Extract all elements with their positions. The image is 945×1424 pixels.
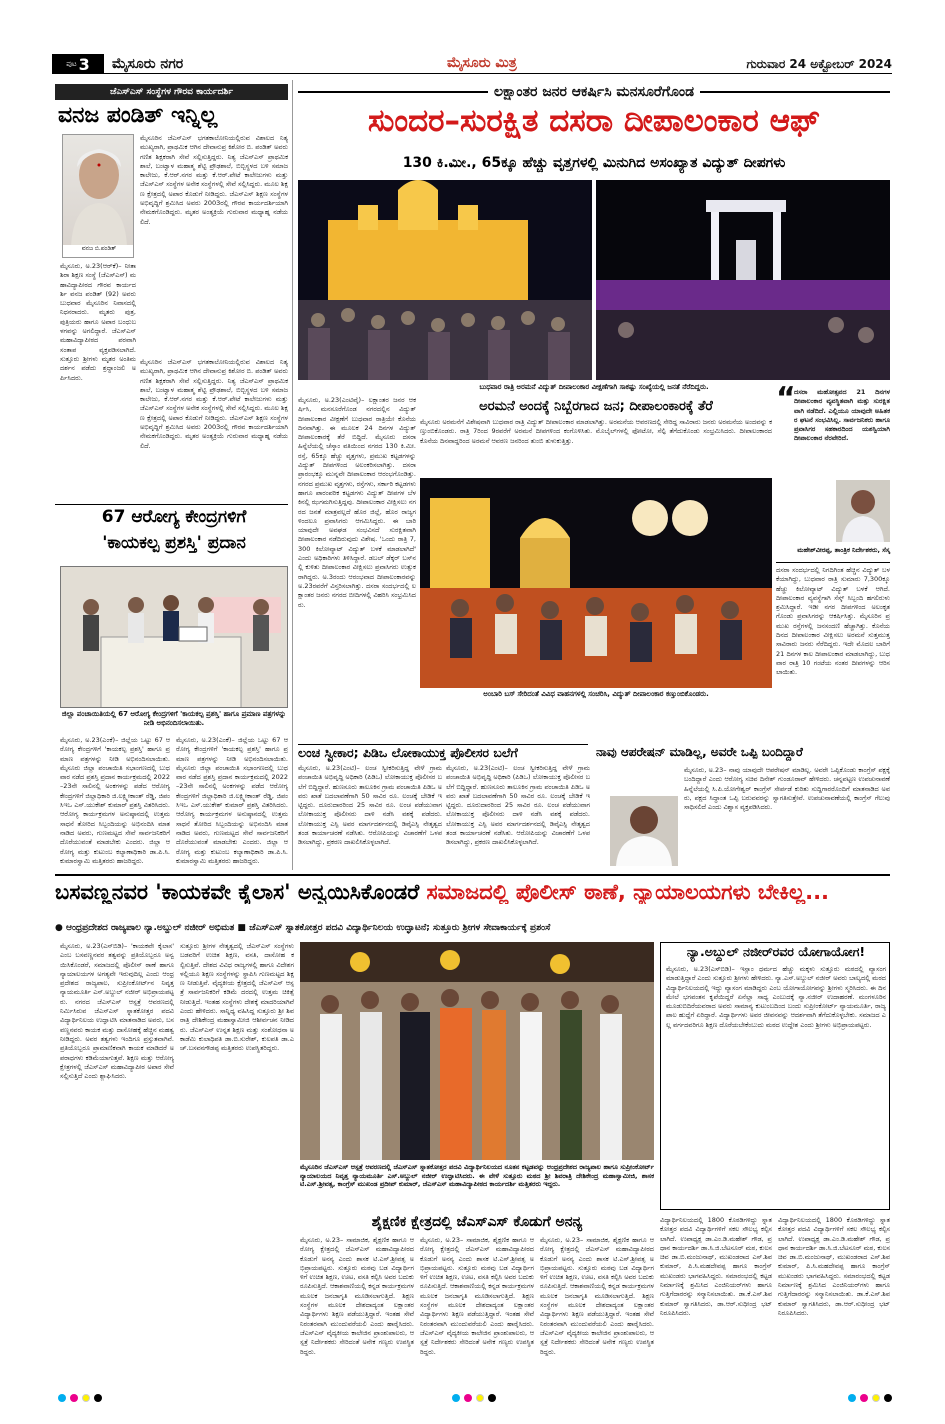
registration-dot	[58, 1394, 66, 1402]
registration-dot	[82, 1394, 90, 1402]
health-body-col1: ಮೈಸೂರು, ಅ.23(ಎಂಕೆ)– ಜಿಲ್ಲೆಯ ಒಟ್ಟು 67 ಆರೋಗ್ಯ ಕೇಂದ್ರಗಳಿಗೆ 'ಕಾಯಕಲ್ಪ ಪ್ರಶಸ್ತಿ' ಹಾಗೂ ಪ್ರಮಾಣ ಪತ್ರಗಳನ್ನು ನೀಡಿ ಅಭಿನಂದಿಸಲಾಯಿತು. ಮೈಸೂರು ಜಿಲ್ಲಾ ಪಂಚಾಯಿತಿ ಸಭಾಂಗಣದಲ್ಲಿ ಬುಧವಾರ ನಡೆದ ಪ್ರಶಸ್ತಿ ಪ್ರದಾನ ಕಾರ್ಯಕ್ರಮದಲ್ಲಿ 2022–23ನೇ ಸಾಲಿನಲ್ಲಿ ಅಂಕಗಳನ್ನು ಪಡೆದ ಆರೋಗ್ಯ ಕೇಂದ್ರಗಳಿಗೆ ಜಿಲ್ಲಾಧಿಕಾರಿ ಜಿ.ಲಕ್ಷ್ಮೀಕಾಂತ್ ರೆಡ್ಡಿ, ಜಿಪಂ ಸಿಇಒ ಎಸ್.ಯುಕೇಶ್ ಕುಮಾರ್ ಪ್ರಶಸ್ತಿ ವಿತರಿಸಿದರು. ಆರೋಗ್ಯ ಕಾರ್ಯಕ್ರಮಗಳ ಅನುಷ್ಠಾನದಲ್ಲಿ ಉತ್ತಮ ಸಾಧನೆ ತೋರಿದ ಸಿಬ್ಬಂದಿಯನ್ನು ಅಭಿನಂದಿಸಿ ಮಾತನಾಡಿದ ಅವರು, ಗುಣಮಟ್ಟದ ಸೇವೆ ಸಾರ್ವಜನಿಕರಿಗೆ ದೊರೆಯುವಂತೆ ಮಾಡಬೇಕು ಎಂದರು. ಜಿಲ್ಲಾ ಆರೋಗ್ಯ ಮತ್ತು ಕುಟುಂಬ ಕಲ್ಯಾಣಾಧಿಕಾರಿ ಡಾ.ಪಿ.ಸಿ.ಕುಮಾರಸ್ವಾಮಿ ಮತ್ತಿತರರು ಹಾಜರಿದ್ದರು.	[60, 736, 170, 865]
basava-sub-left: ಆಂಧ್ರಪ್ರದೇಶದ ರಾಜ್ಯಪಾಲ ನ್ಯಾ.ಅಬ್ದುಲ್ ನಜೀರ್ ಅಭಿಮತ	[66, 923, 235, 933]
obituary-kicker: ಜೆಎಸ್‌ಎಸ್ ಸಂಸ್ಥೆಗಳ ಗೌರವ ಕಾರ್ಯದರ್ಶಿ	[109, 87, 234, 97]
registration-dot	[884, 1394, 892, 1402]
jss-body-right-col2: ವಿದ್ಯಾರ್ಥಿನಿಲಯದಲ್ಲಿ 1800 ಕೊಠಡಿಗಳಿದ್ದು ಸ್ನಾತಕೋತ್ತರ ಪದವಿ ವಿದ್ಯಾರ್ಥಿಗಳಿಗೆ ಸಕಲ ಸೌಲಭ್ಯ ಕಲ್ಪಿಸಲಾಗಿದೆ. ಉಪಾಧ್ಯಕ್ಷ ಡಾ.ಎಂ.ಡಿ.ಮಹೇಶ್ ಗೌಡ, ಪ್ರಧಾನ ಕಾರ್ಯದರ್ಶಿ ಡಾ.ಸಿ.ಜಿ.ಬೆಟಸೂರ್ ಮಠ, ಕುಲಸಚಿವ ಡಾ.ಬಿ.ಮಂಜುನಾಥ್, ಮುಖಂಡರಾದ ಎಸ್.ಶಿವಕುಮಾರ್, ಪಿ.ಸಿ.ಮಹದೇವಪ್ಪ ಹಾಗೂ ಕಾಂಗ್ರೆಸ್ ಮುಖಂಡರು ಭಾಗವಹಿಸಿದ್ದರು. ಸಮಾರಂಭದಲ್ಲಿ ಕಟ್ಟಡ ನಿರ್ಮಾಣಕ್ಕೆ ಶ್ರಮಿಸಿದ ಎಂಜಿನಿಯರ್‌ಗಳು ಹಾಗೂ ಗುತ್ತಿಗೆದಾರರನ್ನು ಸನ್ಮಾನಿಸಲಾಯಿತು. ಡಾ.ಕೆ.ಎಸ್.ಶಿವಕುಮಾರ್ ಸ್ವಾಗತಿಸಿದರು, ಡಾ.ಆರ್.ಸುಧೀಂದ್ರ ಭಟ್ ನಿರೂಪಿಸಿದರು.	[778, 1216, 890, 1317]
obituary-body-left: ಮೈಸೂರು, ಅ.23(ಆರ್‌ಕೆ)– ನೀತಾ ಶಿರಾ ಶಿಕ್ಷಣ ಸಂಸ್ಥೆ (ಜೆಎಸ್‌ಎಸ್) ಮಹಾವಿದ್ಯಾಪೀಠದ ಗೌರವ ಕಾರ್ಯದರ್ಶಿ ವನಜ ಪಂಡಿತ್ (92) ಅವರು ಬುಧವಾರ ಮೈಸೂರಿನ ನಿವಾಸದಲ್ಲಿ ನಿಧನರಾದರು. ಮೃತರು ಪುತ್ರ, ಪುತ್ರಿಯರು ಹಾಗೂ ಅಪಾರ ಬಂಧುಬಳಗವನ್ನು ಅಗಲಿದ್ದಾರೆ. ಜೆಎಸ್‌ಎಸ್ ಮಹಾವಿದ್ಯಾಪೀಠದ ಪರವಾಗಿ ಸಂತಾಪ ವ್ಯಕ್ತಪಡಿಸಲಾಗಿದೆ. ಸುತ್ತೂರು ಶ್ರೀಗಳು ಮೃತರ ಅಂತಿಮ ದರ್ಶನ ಪಡೆದು ಶ್ರದ್ಧಾಂಜಲಿ ಅರ್ಪಿಸಿದರು.	[60, 262, 136, 382]
registration-dot	[452, 1394, 460, 1402]
dasara-body-col1: ಮೈಸೂರು, ಅ.23(ಎಂಟಿವೈ)– ಲಕ್ಷಾಂತರ ಜನರ ಆಕರ್ಷಿಸಿ, ಮನಸೂರೆಗೊಂಡ ನಗರದಲ್ಲಿನ ವಿದ್ಯುತ್ ದೀಪಾಲಂಕಾರ ವೀಕ್ಷಣೆಗೆ ಬುಧವಾರ ರಾತ್ರಿಯೇ ಕೊನೆಯ ದಿನವಾಗಿತ್ತು. ಈ ಮೂಲಕ 24 ದಿನಗಳ ವಿದ್ಯುತ್ ದೀಪಾಲಂಕಾರಕ್ಕೆ ತೆರೆ ಬಿದ್ದಿದೆ. ಮೈಸೂರು ದಸರಾ ಹಿನ್ನೆಲೆಯಲ್ಲಿ ಚೆಸ್ಕಾಂ ವತಿಯಿಂದ ನಗರದ 130 ಕಿ.ಮೀ. ರಸ್ತೆ, 65ಕ್ಕೂ ಹೆಚ್ಚು ವೃತ್ತಗಳು, ಪ್ರಮುಖ ಕಟ್ಟಡಗಳನ್ನು ವಿದ್ಯುತ್ ದೀಪಗಳಿಂದ ಅಲಂಕರಿಸಲಾಗಿತ್ತು. ದಸರಾ ಪ್ರಾರಂಭಕ್ಕೂ ಮುನ್ನವೇ ದೀಪಾಲಂಕಾರ ಆರಂಭಗೊಂಡಿತ್ತು. ನಗರದ ಪ್ರಮುಖ ವೃತ್ತಗಳು, ರಸ್ತೆಗಳು, ಸರ್ಕಾರಿ ಕಟ್ಟಡಗಳು ಹಾಗೂ ಪಾರಂಪರಿಕ ಕಟ್ಟಡಗಳು ವಿದ್ಯುತ್ ದೀಪಗಳ ಬೆಳಕಿನಲ್ಲಿ ಝಗಮಗಿಸುತ್ತಿದ್ದವು. ದೀಪಾಲಂಕಾರ ವೀಕ್ಷಿಸಲು ನಗರದ ಜನತೆ ಮಾತ್ರವಲ್ಲದೆ ಹೊರ ಜಿಲ್ಲೆ, ಹೊರ ರಾಜ್ಯಗಳಿಂದಲೂ ಪ್ರವಾಸಿಗರು ಆಗಮಿಸಿದ್ದರು. ಈ ಬಾರಿ ಯಾವುದೇ ಅವಘಡ ಸಂಭವಿಸದೆ ಸುರಕ್ಷಿತವಾಗಿ ದೀಪಾಲಂಕಾರ ನಡೆದಿರುವುದು ವಿಶೇಷ. 'ಒಂದು ರಾತ್ರಿ 7,300 ಕಿಲೋವ್ಯಾಟ್ ವಿದ್ಯುತ್ ಬಳಕೆ ಮಾಡಲಾಗಿದೆ' ಎಂದು ಅಧಿಕಾರಿಗಳು ತಿಳಿಸಿದ್ದಾರೆ. ಡಬಲ್ ಡೆಕ್ಕರ್ ಬಸ್‌ನಲ್ಲಿ ಕುಳಿತು ದೀಪಾಲಂಕಾರ ವೀಕ್ಷಿಸಲು ಪ್ರವಾಸಿಗರು ಉತ್ಸುಕರಾಗಿದ್ದರು. ಅ.3ರಂದು ಆರಂಭವಾದ ದೀಪಾಲಂಕಾರವನ್ನು ಅ.23ರವರೆಗೆ ವಿಸ್ತರಿಸಲಾಗಿತ್ತು. ದಸರಾ ಸಂದರ್ಭದಲ್ಲಿ ಲಕ್ಷಾಂತರ ಜನರು ನಗರದ ಬೀದಿಗಳಲ್ಲಿ ವಿಹರಿಸಿ ಸಂಭ್ರಮಿಸಿದರು.	[298, 396, 416, 609]
health-body-col2: ಮೈಸೂರು, ಅ.23(ಎಂಕೆ)– ಜಿಲ್ಲೆಯ ಒಟ್ಟು 67 ಆರೋಗ್ಯ ಕೇಂದ್ರಗಳಿಗೆ 'ಕಾಯಕಲ್ಪ ಪ್ರಶಸ್ತಿ' ಹಾಗೂ ಪ್ರಮಾಣ ಪತ್ರಗಳನ್ನು ನೀಡಿ ಅಭಿನಂದಿಸಲಾಯಿತು. ಮೈಸೂರು ಜಿಲ್ಲಾ ಪಂಚಾಯಿತಿ ಸಭಾಂಗಣದಲ್ಲಿ ಬುಧವಾರ ನಡೆದ ಪ್ರಶಸ್ತಿ ಪ್ರದಾನ ಕಾರ್ಯಕ್ರಮದಲ್ಲಿ 2022–23ನೇ ಸಾಲಿನಲ್ಲಿ ಅಂಕಗಳನ್ನು ಪಡೆದ ಆರೋಗ್ಯ ಕೇಂದ್ರಗಳಿಗೆ ಜಿಲ್ಲಾಧಿಕಾರಿ ಜಿ.ಲಕ್ಷ್ಮೀಕಾಂತ್ ರೆಡ್ಡಿ, ಜಿಪಂ ಸಿಇಒ ಎಸ್.ಯುಕೇಶ್ ಕುಮಾರ್ ಪ್ರಶಸ್ತಿ ವಿತರಿಸಿದರು. ಆರೋಗ್ಯ ಕಾರ್ಯಕ್ರಮಗಳ ಅನುಷ್ಠಾನದಲ್ಲಿ ಉತ್ತಮ ಸಾಧನೆ ತೋರಿದ ಸಿಬ್ಬಂದಿಯನ್ನು ಅಭಿನಂದಿಸಿ ಮಾತನಾಡಿದ ಅವರು, ಗುಣಮಟ್ಟದ ಸೇವೆ ಸಾರ್ವಜನಿಕರಿಗೆ ದೊರೆಯುವಂತೆ ಮಾಡಬೇಕು ಎಂದರು. ಜಿಲ್ಲಾ ಆರೋಗ್ಯ ಮತ್ತು ಕುಟುಂಬ ಕಲ್ಯಾಣಾಧಿಕಾರಿ ಡಾ.ಪಿ.ಸಿ.ಕುಮಾರಸ್ವಾಮಿ ಮತ್ತಿತರರು ಹಾಜರಿದ್ದರು.	[176, 736, 288, 865]
bus-caption: ಅಂಬಾರಿ ಬಸ್ ಸೇರಿದಂತೆ ವಿವಿಧ ವಾಹನಗಳಲ್ಲಿ ಸಂಚರಿಸಿ, ವಿದ್ಯುತ್ ದೀಪಾಲಂಕಾರ ಕಣ್ತುಂಬಿಕೊಂಡರು.	[483, 690, 709, 698]
dasara-kicker-text: ಲಕ್ಷಾಂತರ ಜನರ ಆಕರ್ಷಿಸಿ ಮನಸೂರೆಗೊಂಡ	[493, 84, 695, 100]
masthead: ಮೈಸೂರು ಮಿತ್ರ	[447, 55, 517, 71]
yoga-box	[660, 942, 890, 1210]
registration-dot	[860, 1394, 868, 1402]
sub-bullet-icon: ●	[55, 923, 63, 933]
dasara-kicker	[298, 82, 890, 102]
lit-pavilion-image	[596, 180, 890, 380]
yoga-headline: ನ್ಯಾ.ಅಬ್ದುಲ್ ನಜೀರ್‌ರವರ ಯೋಗಾಯೋಗ!	[686, 944, 866, 959]
health-headline-2: 'ಕಾಯಕಲ್ಪ ಪ್ರಶಸ್ತಿ' ಪ್ರದಾನ	[102, 533, 246, 553]
quote-text: ದಸರಾ ಮಹೋತ್ಸವದ 21 ದಿನಗಳ ದೀಪಾಲಂಕಾರ ವ್ಯವಸ್ಥಿತವಾಗಿ ಮತ್ತು ಸುರಕ್ಷಿತವಾಗಿ ನಡೆದಿದೆ. ಎಲ್ಲಿಯೂ ಯಾವುದೇ ಅಹಿತಕರ ಘಟನೆ ಸಂಭವಿಸಿಲ್ಲ. ಸಾರ್ವಜನಿಕರು ಹಾಗೂ ಪ್ರವಾಸಿಗರ ಸಹಕಾರದಿಂದ ಯಶಸ್ವಿಯಾಗಿ ದೀಪಾಲಂಕಾರ ನೆರವೇರಿದೆ.	[794, 388, 890, 443]
page-number-box	[52, 54, 104, 74]
registration-dot	[488, 1394, 496, 1402]
open-bus-tourists-image	[420, 478, 772, 688]
operation-body: ಮೈಸೂರು, ಅ.23– ನಾವು ಯಾವುದೇ ಆಪರೇಷನ್ ಮಾಡಿಲ್ಲ. ಅವರೇ ಒಪ್ಪಿಕೊಂಡು ಕಾಂಗ್ರೆಸ್ ಪಕ್ಷಕ್ಕೆ ಬಂದಿದ್ದಾರೆ ಎಂದು ಆರೋಗ್ಯ ಸಚಿವ ದಿನೇಶ್ ಗುಂಡೂರಾವ್ ಹೇಳಿದರು. ಚನ್ನಪಟ್ಟಣ ಉಪಚುನಾವಣೆ ಹಿನ್ನೆಲೆಯಲ್ಲಿ ಸಿ.ಪಿ.ಯೋಗೇಶ್ವರ್ ಕಾಂಗ್ರೆಸ್ ಸೇರ್ಪಡೆ ಕುರಿತು ಸುದ್ದಿಗಾರರೊಂದಿಗೆ ಮಾತನಾಡಿದ ಅವರು, ಪಕ್ಷದ ಸಿದ್ಧಾಂತ ಒಪ್ಪಿ ಬರುವವರನ್ನು ಸ್ವಾಗತಿಸುತ್ತೇವೆ. ಉಪಚುನಾವಣೆಯಲ್ಲಿ ಕಾಂಗ್ರೆಸ್ ಗೆಲುವು ಸಾಧಿಸಲಿದೆ ಎಂದು ವಿಶ್ವಾಸ ವ್ಯಕ್ತಪಡಿಸಿದರು.	[684, 766, 890, 812]
palace-headline: ಅರಮನೆ ಅಂದಕ್ಕೆ ನಿಬ್ಬೆರಗಾದ ಜನ; ದೀಪಾಲಂಕಾರಕ್ಕೆ ತೆರೆ	[479, 399, 713, 414]
page-number: 3	[78, 54, 90, 74]
divider	[55, 504, 288, 505]
obituary-photo	[62, 134, 134, 258]
quote-person: ಮಹೇಶ್‌ವೀರಪ್ಪ, ತಾಂತ್ರಿಕ ನಿರ್ದೇಶಕರು, ಸೆಸ್ಕ	[797, 546, 890, 554]
divider-thick	[55, 874, 890, 876]
jss-body-col3: ಮೈಸೂರು, ಅ.23– ಸಾಮಾಜಿಕ, ಶೈಕ್ಷಣಿಕ ಹಾಗೂ ಆರೋಗ್ಯ ಕ್ಷೇತ್ರದಲ್ಲಿ ಜೆಎಸ್‌ಎಸ್ ಮಹಾವಿದ್ಯಾಪೀಠದ ಕೊಡುಗೆ ಅನನ್ಯ ಎಂದು ಶಾಸಕ ಟಿ.ಎಸ್.ಶ್ರೀವತ್ಸ ಅಭಿಪ್ರಾಯಪಟ್ಟರು. ಸುತ್ತೂರು ಮಠವು ಬಡ ವಿದ್ಯಾರ್ಥಿಗಳಿಗೆ ಉಚಿತ ಶಿಕ್ಷಣ, ಊಟ, ವಸತಿ ಕಲ್ಪಿಸಿ ಅವರ ಬದುಕು ರೂಪಿಸುತ್ತಿದೆ. ಆಕಾಶವಾಣಿಯಲ್ಲಿ ಕನ್ನಡ ಕಾರ್ಯಕ್ರಮಗಳ ಮೂಲಕ ಜನಜಾಗೃತಿ ಮೂಡಿಸಲಾಗುತ್ತಿದೆ. ಶಿಕ್ಷಣ ಸಂಸ್ಥೆಗಳ ಮೂಲಕ ದೇಶದಾದ್ಯಂತ ಲಕ್ಷಾಂತರ ವಿದ್ಯಾರ್ಥಿಗಳು ಶಿಕ್ಷಣ ಪಡೆಯುತ್ತಿದ್ದಾರೆ. ಇಂತಹ ಸೇವೆ ನಿರಂತರವಾಗಿ ಮುಂದುವರೆಯಲಿ ಎಂದು ಹಾರೈಸಿದರು. ಜೆಎಸ್‌ಎಸ್ ವೈದ್ಯಕೀಯ ಕಾಲೇಜಿನ ಪ್ರಾಂಶುಪಾಲರು, ಆಸ್ಪತ್ರೆ ನಿರ್ದೇಶಕರು ಸೇರಿದಂತೆ ಅನೇಕ ಗಣ್ಯರು ಉಪಸ್ಥಿತರಿದ್ದರು.	[540, 1236, 654, 1356]
minister-portrait-image	[610, 796, 678, 866]
page-label: ಪುಟ	[66, 59, 77, 68]
palace-pavilion-photo	[596, 180, 890, 380]
registration-marks-left	[58, 1394, 102, 1402]
jss-headline: ಶೈಕ್ಷಣಿಕ ಕ್ಷೇತ್ರದಲ್ಲಿ ಜೆಎಸ್‌ಎಸ್ ಕೊಡುಗೆ ಅನನ್ಯ	[371, 1214, 583, 1230]
illuminated-palace-image	[298, 180, 592, 380]
operation-headline: ನಾವು ಆಪರೇಷನ್ ಮಾಡಿಲ್ಲ, ಅವರೇ ಒಪ್ಪಿ ಬಂದಿದ್ದಾರೆ	[596, 745, 803, 759]
quote-mark: “	[776, 381, 796, 416]
registration-dot	[872, 1394, 880, 1402]
palace-body: ಮೈಸೂರು ಅರಮನೆಗೆ ವಿಶೇಷವಾಗಿ ಬುಧವಾರ ರಾತ್ರಿ ವಿದ್ಯುತ್ ದೀಪಾಲಂಕಾರ ಮಾಡಲಾಗಿತ್ತು. ಅರಮನೆಯ ಆವರಣದಲ್ಲಿ ಸೇರಿದ್ದ ಸಾವಿರಾರು ಜನರು ಅರಮನೆಯ ಅಂದವನ್ನು ಕಣ್ತುಂಬಿಕೊಂಡರು. ರಾತ್ರಿ 7ರಿಂದ 9ರವರೆಗೆ ಅರಮನೆ ದೀಪಗಳಿಂದ ಕಂಗೊಳಿಸಿತು. ಮೊಬೈಲ್‌ಗಳಲ್ಲಿ ಫೋಟೋ, ಸೆಲ್ಫಿ ತೆಗೆದುಕೊಂಡು ಸಂಭ್ರಮಿಸಿದರು. ದೀಪಾಲಂಕಾರದ ಕೊನೆಯ ದಿನವಾದ್ದರಿಂದ ಅರಮನೆ ಆವರಣ ಜನರಿಂದ ತುಂಬಿ ತುಳುಕುತ್ತಿತ್ತು.	[420, 418, 772, 445]
dasara-subhead: 130 ಕಿ.ಮೀ., 65ಕ್ಕೂ ಹೆಚ್ಚು ವೃತ್ತಗಳಲ್ಲಿ ಮಿನುಗಿದ ಅಸಂಖ್ಯಾತ ವಿದ್ಯುತ್ ದೀಪಗಳು	[402, 155, 786, 171]
basava-headline	[55, 880, 890, 904]
obituary-body-cont: ಮೈಸೂರಿನ ಜೆಎಸ್‌ಎಸ್ ಭಗತಕಾಲೋನಿಯಲ್ಲಿರುವ ವಿಶಾಲದ ನಿತ್ಯ ಮುಖ್ಯರಾಗಿ, ಪ್ರಾಥಮಿಕ ಆಗಿನ ದೇವಾನುಪ್ರ ಕಿಶೋರ ಬಿ. ಪಂಡಿತ್ ಅವರು ಗಣಿತ ಶಿಕ್ಷಕರಾಗಿ ಸೇವೆ ಸಲ್ಲಿಸುತ್ತಿದ್ದರು. ನಿತ್ಯ ಜೆಎಸ್‌ಎಸ್ ಪ್ರಾಥಮಿಕ ಶಾಲೆ, ಬಂಟ್ವಾಳ ಮಹಾತ್ಮ ಶೆಟ್ಟಿ ಪ್ರೌಢಶಾಲೆ, ಬಿಬ್ಬಿಸ್ಥಳದ ಬಳಿ ಸಮಾಜ ಕಾಲೇಜು, ಕೆ.ಆರ್.ನಗರ ಮತ್ತು ಕೆ.ಆರ್.ಪೇಟೆ ಕಾಲೇಜುಗಳು ಮತ್ತು ಜೆಎಸ್‌ಎಸ್ ಸಂಸ್ಥೆಗಳ ಅನೇಕ ಸಂಸ್ಥೆಗಳಲ್ಲಿ ಸೇವೆ ಸಲ್ಲಿಸಿದ್ದರು. ಮೂಲ ಶಿಕ್ಷಣ ಕ್ಷೇತ್ರದಲ್ಲಿ ಅಪಾರ ಕೊಡುಗೆ ನೀಡಿದ್ದರು. ಜೆಎಸ್‌ಎಸ್ ಶಿಕ್ಷಣ ಸಂಸ್ಥೆಗಳ ಅಭಿವೃದ್ಧಿಗೆ ಶ್ರಮಿಸಿದ ಅವರು 2003ರಲ್ಲಿ ಗೌರವ ಕಾರ್ಯದರ್ಶಿಯಾಗಿ ನೇಮಕಗೊಂಡಿದ್ದರು. ಮೃತರ ಅಂತ್ಯಕ್ರಿಯೆ ಗುರುವಾರ ಮಧ್ಯಾಹ್ನ ನಡೆಯಲಿದೆ.	[140, 358, 288, 450]
basava-subheads	[55, 923, 890, 937]
award-ceremony-image	[61, 567, 288, 708]
bribe-body-col1: ಮೈಸೂರು, ಅ.23(ಎಂಟಿ)– ಲಂಚ ಸ್ವೀಕರಿಸುತ್ತಿದ್ದ ವೇಳೆ ಗ್ರಾಮ ಪಂಚಾಯಿತಿ ಅಭಿವೃದ್ಧಿ ಅಧಿಕಾರಿ (ಪಿಡಿಒ) ಲೋಕಾಯುಕ್ತ ಪೊಲೀಸರ ಬಲೆಗೆ ಬಿದ್ದಿದ್ದಾರೆ. ಹುಣಸೂರು ತಾಲೂಕಿನ ಗ್ರಾಮ ಪಂಚಾಯಿತಿ ಪಿಡಿಒ ಅವರು ಖಾತೆ ಬದಲಾವಣೆಗಾಗಿ 50 ಸಾವಿರ ರೂ. ಲಂಚಕ್ಕೆ ಬೇಡಿಕೆ ಇಟ್ಟಿದ್ದರು. ದೂರುದಾರರಿಂದ 25 ಸಾವಿರ ರೂ. ಲಂಚ ಪಡೆಯುವಾಗ ಲೋಕಾಯುಕ್ತ ಪೊಲೀಸರು ದಾಳಿ ನಡೆಸಿ ವಶಕ್ಕೆ ಪಡೆದರು. ಲೋಕಾಯುಕ್ತ ಎಸ್ಪಿ ಅವರ ಮಾರ್ಗದರ್ಶನದಲ್ಲಿ ಡಿವೈಎಸ್ಪಿ ನೇತೃತ್ವದ ತಂಡ ಕಾರ್ಯಾಚರಣೆ ನಡೆಸಿತು. ಆರೋಪಿಯನ್ನು ವಿಚಾರಣೆಗೆ ಒಳಪಡಿಸಲಾಗಿದ್ದು, ಪ್ರಕರಣ ದಾಖಲಿಸಿಕೊಳ್ಳಲಾಗಿದೆ.	[298, 764, 442, 847]
dignitaries-group-image	[300, 942, 654, 1160]
obituary-photo-caption: ವನಜ ಬಿ.ಪಂಡಿತ್	[63, 245, 134, 257]
quote-box	[776, 381, 890, 694]
registration-dot	[848, 1394, 856, 1402]
obituary-kicker-bar	[55, 84, 288, 100]
jss-body-right-col1: ವಿದ್ಯಾರ್ಥಿನಿಲಯದಲ್ಲಿ 1800 ಕೊಠಡಿಗಳಿದ್ದು ಸ್ನಾತಕೋತ್ತರ ಪದವಿ ವಿದ್ಯಾರ್ಥಿಗಳಿಗೆ ಸಕಲ ಸೌಲಭ್ಯ ಕಲ್ಪಿಸಲಾಗಿದೆ. ಉಪಾಧ್ಯಕ್ಷ ಡಾ.ಎಂ.ಡಿ.ಮಹೇಶ್ ಗೌಡ, ಪ್ರಧಾನ ಕಾರ್ಯದರ್ಶಿ ಡಾ.ಸಿ.ಜಿ.ಬೆಟಸೂರ್ ಮಠ, ಕುಲಸಚಿವ ಡಾ.ಬಿ.ಮಂಜುನಾಥ್, ಮುಖಂಡರಾದ ಎಸ್.ಶಿವಕುಮಾರ್, ಪಿ.ಸಿ.ಮಹದೇವಪ್ಪ ಹಾಗೂ ಕಾಂಗ್ರೆಸ್ ಮುಖಂಡರು ಭಾಗವಹಿಸಿದ್ದರು. ಸಮಾರಂಭದಲ್ಲಿ ಕಟ್ಟಡ ನಿರ್ಮಾಣಕ್ಕೆ ಶ್ರಮಿಸಿದ ಎಂಜಿನಿಯರ್‌ಗಳು ಹಾಗೂ ಗುತ್ತಿಗೆದಾರರನ್ನು ಸನ್ಮಾನಿಸಲಾಯಿತು. ಡಾ.ಕೆ.ಎಸ್.ಶಿವಕುಮಾರ್ ಸ್ವಾಗತಿಸಿದರು, ಡಾ.ಆರ್.ಸುಧೀಂದ್ರ ಭಟ್ ನಿರೂಪಿಸಿದರು.	[660, 1216, 772, 1317]
registration-dot	[476, 1394, 484, 1402]
health-caption: ಜಿಲ್ಲಾ ಪಂಚಾಯಿತಿಯಲ್ಲಿ 67 ಆರೋಗ್ಯ ಕೇಂದ್ರಗಳಿಗೆ 'ಕಾಯಕಲ್ಪ ಪ್ರಶಸ್ತಿ' ಹಾಗೂ ಪ್ರಮಾಣ ಪತ್ರಗಳನ್ನು ನೀಡಿ ಅಭಿನಂದಿಸಲಾಯಿತು.	[61, 710, 287, 727]
registration-dot	[94, 1394, 102, 1402]
section-title: ಮೈಸೂರು ನಗರ	[112, 56, 184, 72]
dasara-headline: ಸುಂದರ–ಸುರಕ್ಷಿತ ದಸರಾ ದೀಪಾಲಂಕಾರ ಆಫ್	[368, 103, 820, 139]
dasara-photo-caption: ಬುಧವಾರ ರಾತ್ರಿ ಅರಮನೆ ವಿದ್ಯುತ್ ದೀಪಾಲಂಕಾರ ವೀಕ್ಷಣೆಗಾಗಿ ಸಾಕಷ್ಟು ಸಂಖ್ಯೆಯಲ್ಲಿ ಜನತೆ ನೆರೆದಿದ್ದರು.	[479, 383, 709, 391]
registration-marks-center	[452, 1394, 496, 1402]
basava-body-col1: ಮೈಸೂರು, ಅ.23(ಎಸ್‌ಬಿಡಿ)– 'ಕಾಯಕವೇ ಕೈಲಾಸ' ಎಂಬ ಬಸವಣ್ಣನವರ ತತ್ವವನ್ನು ಪ್ರತಿಯೊಬ್ಬರೂ ಅನ್ವಯಿಸಿಕೊಂಡರೆ, ಸಮಾಜದಲ್ಲಿ ಪೊಲೀಸ್ ಠಾಣೆ ಹಾಗೂ ನ್ಯಾಯಾಲಯಗಳ ಅಗತ್ಯವೇ ಇರುವುದಿಲ್ಲ ಎಂದು ಆಂಧ್ರಪ್ರದೇಶದ ರಾಜ್ಯಪಾಲ, ಸುಪ್ರೀಂಕೋರ್ಟ್‌ನ ನಿವೃತ್ತ ನ್ಯಾಯಮೂರ್ತಿ ಎಸ್.ಅಬ್ದುಲ್ ನಜೀರ್ ಅಭಿಪ್ರಾಯಪಟ್ಟರು. ನಗರದ ಜೆಎಸ್‌ಎಸ್ ಆಸ್ಪತ್ರೆ ಆವರಣದಲ್ಲಿ ನಿರ್ಮಿಸಿರುವ ಜೆಎಸ್‌ಎಸ್ ಸ್ನಾತಕೋತ್ತರ ಪದವಿ ವಿದ್ಯಾರ್ಥಿನಿಲಯ ಉದ್ಘಾಟಿಸಿ ಮಾತನಾಡಿದ ಅವರು, ಬಸವಣ್ಣನವರು ಕಾಯಕ ಮತ್ತು ದಾಸೋಹಕ್ಕೆ ಹೆಚ್ಚಿನ ಮಹತ್ವ ನೀಡಿದ್ದರು. ಅವರ ತತ್ವಗಳು ಇಂದಿಗೂ ಪ್ರಸ್ತುತವಾಗಿವೆ. ಪ್ರತಿಯೊಬ್ಬರೂ ಪ್ರಾಮಾಣಿಕವಾಗಿ ಕಾಯಕ ಮಾಡಿದರೆ ಅಪರಾಧಗಳು ಕಡಿಮೆಯಾಗುತ್ತವೆ. ಶಿಕ್ಷಣ ಮತ್ತು ಆರೋಗ್ಯ ಕ್ಷೇತ್ರಗಳಲ್ಲಿ ಜೆಎಸ್‌ಎಸ್ ಮಹಾವಿದ್ಯಾಪೀಠ ಅಪಾರ ಸೇವೆ ಸಲ್ಲಿಸುತ್ತಿದೆ ಎಂದು ಶ್ಲಾಘಿಸಿದರು.	[60, 942, 174, 1081]
jss-body-col1: ಮೈಸೂರು, ಅ.23– ಸಾಮಾಜಿಕ, ಶೈಕ್ಷಣಿಕ ಹಾಗೂ ಆರೋಗ್ಯ ಕ್ಷೇತ್ರದಲ್ಲಿ ಜೆಎಸ್‌ಎಸ್ ಮಹಾವಿದ್ಯಾಪೀಠದ ಕೊಡುಗೆ ಅನನ್ಯ ಎಂದು ಶಾಸಕ ಟಿ.ಎಸ್.ಶ್ರೀವತ್ಸ ಅಭಿಪ್ರಾಯಪಟ್ಟರು. ಸುತ್ತೂರು ಮಠವು ಬಡ ವಿದ್ಯಾರ್ಥಿಗಳಿಗೆ ಉಚಿತ ಶಿಕ್ಷಣ, ಊಟ, ವಸತಿ ಕಲ್ಪಿಸಿ ಅವರ ಬದುಕು ರೂಪಿಸುತ್ತಿದೆ. ಆಕಾಶವಾಣಿಯಲ್ಲಿ ಕನ್ನಡ ಕಾರ್ಯಕ್ರಮಗಳ ಮೂಲಕ ಜನಜಾಗೃತಿ ಮೂಡಿಸಲಾಗುತ್ತಿದೆ. ಶಿಕ್ಷಣ ಸಂಸ್ಥೆಗಳ ಮೂಲಕ ದೇಶದಾದ್ಯಂತ ಲಕ್ಷಾಂತರ ವಿದ್ಯಾರ್ಥಿಗಳು ಶಿಕ್ಷಣ ಪಡೆಯುತ್ತಿದ್ದಾರೆ. ಇಂತಹ ಸೇವೆ ನಿರಂತರವಾಗಿ ಮುಂದುವರೆಯಲಿ ಎಂದು ಹಾರೈಸಿದರು. ಜೆಎಸ್‌ಎಸ್ ವೈದ್ಯಕೀಯ ಕಾಲೇಜಿನ ಪ್ರಾಂಶುಪಾಲರು, ಆಸ್ಪತ್ರೆ ನಿರ್ದೇಶಕರು ಸೇರಿದಂತೆ ಅನೇಕ ಗಣ್ಯರು ಉಪಸ್ಥಿತರಿದ್ದರು.	[300, 1236, 414, 1356]
inauguration-photo	[300, 942, 654, 1160]
jss-body-col2: ಮೈಸೂರು, ಅ.23– ಸಾಮಾಜಿಕ, ಶೈಕ್ಷಣಿಕ ಹಾಗೂ ಆರೋಗ್ಯ ಕ್ಷೇತ್ರದಲ್ಲಿ ಜೆಎಸ್‌ಎಸ್ ಮಹಾವಿದ್ಯಾಪೀಠದ ಕೊಡುಗೆ ಅನನ್ಯ ಎಂದು ಶಾಸಕ ಟಿ.ಎಸ್.ಶ್ರೀವತ್ಸ ಅಭಿಪ್ರಾಯಪಟ್ಟರು. ಸುತ್ತೂರು ಮಠವು ಬಡ ವಿದ್ಯಾರ್ಥಿಗಳಿಗೆ ಉಚಿತ ಶಿಕ್ಷಣ, ಊಟ, ವಸತಿ ಕಲ್ಪಿಸಿ ಅವರ ಬದುಕು ರೂಪಿಸುತ್ತಿದೆ. ಆಕಾಶವಾಣಿಯಲ್ಲಿ ಕನ್ನಡ ಕಾರ್ಯಕ್ರಮಗಳ ಮೂಲಕ ಜನಜಾಗೃತಿ ಮೂಡಿಸಲಾಗುತ್ತಿದೆ. ಶಿಕ್ಷಣ ಸಂಸ್ಥೆಗಳ ಮೂಲಕ ದೇಶದಾದ್ಯಂತ ಲಕ್ಷಾಂತರ ವಿದ್ಯಾರ್ಥಿಗಳು ಶಿಕ್ಷಣ ಪಡೆಯುತ್ತಿದ್ದಾರೆ. ಇಂತಹ ಸೇವೆ ನಿರಂತರವಾಗಿ ಮುಂದುವರೆಯಲಿ ಎಂದು ಹಾರೈಸಿದರು. ಜೆಎಸ್‌ಎಸ್ ವೈದ್ಯಕೀಯ ಕಾಲೇಜಿನ ಪ್ರಾಂಶುಪಾಲರು, ಆಸ್ಪತ್ರೆ ನಿರ್ದೇಶಕರು ಸೇರಿದಂತೆ ಅನೇಕ ಗಣ್ಯರು ಉಪಸ್ಥಿತರಿದ್ದರು.	[420, 1236, 534, 1356]
bribe-headline: ಲಂಚ ಸ್ವೀಕಾರ; ಪಿಡಿಒ ಲೋಕಾಯುಕ್ತ ಪೊಲೀಸರ ಬಲೆಗೆ	[298, 745, 518, 760]
page-header	[52, 54, 892, 74]
quote-photo	[836, 480, 890, 542]
basava-headline-black: ಬಸವಣ್ಣನವರ 'ಕಾಯಕವೇ ಕೈಲಾಸ' ಅನ್ವಯಿಸಿಕೊಂಡರೆ	[55, 880, 420, 904]
dasara-right-body: ದಸರಾ ಸಂದರ್ಭದಲ್ಲಿ ನಿಗದಿಗಿಂತ ಹೆಚ್ಚಿನ ವಿದ್ಯುತ್ ಬಳಕೆಯಾಗಿದ್ದು, ಬುಧವಾರ ರಾತ್ರಿ ಸುಮಾರು 7,300ಕ್ಕೂ ಹೆಚ್ಚು ಕಿಲೋವ್ಯಾಟ್ ವಿದ್ಯುತ್ ಬಳಕೆ ಆಗಿದೆ. ದೀಪಾಲಂಕಾರ ವ್ಯವಸ್ಥೆಗಾಗಿ ಸೆಸ್ಕ್ ಸಿಬ್ಬಂದಿ ಹಗಲಿರುಳು ಶ್ರಮಿಸಿದ್ದಾರೆ. ಇಡೀ ನಗರ ದೀಪಗಳಿಂದ ಅಲಂಕೃತಗೊಂಡು ಪ್ರವಾಸಿಗರನ್ನು ಆಕರ್ಷಿಸಿತ್ತು. ಮೈಸೂರಿನ ಪ್ರಮುಖ ರಸ್ತೆಗಳಲ್ಲಿ ಜನಸಂದಣಿ ಹೆಚ್ಚಾಗಿತ್ತು. ಕೊನೆಯ ದಿನದ ದೀಪಾಲಂಕಾರ ವೀಕ್ಷಿಸಲು ಅರಮನೆ ಸುತ್ತಮುತ್ತ ಸಾವಿರಾರು ಜನರು ನೆರೆದಿದ್ದರು. ಇದೇ ಮೊದಲ ಬಾರಿಗೆ 21 ದಿನಗಳ ಕಾಲ ದೀಪಾಲಂಕಾರ ಮಾಡಲಾಗಿದ್ದು, ಬುಧವಾರ ರಾತ್ರಿ 10 ಗಂಟೆಯ ನಂತರ ದೀಪಗಳನ್ನು ಆರಿಸಲಾಯಿತು.	[776, 566, 890, 677]
portrait-image	[63, 135, 134, 247]
yoga-body: ಮೈಸೂರು, ಅ.23(ಎಸ್‌ಬಿಡಿ)– ಇಸ್ಲಾಂ ಧರ್ಮದ ಹೆಚ್ಚು ಮಕ್ಕಳು ಸುತ್ತೂರು ಮಠದಲ್ಲಿ ವ್ಯಾಸಂಗ ಮಾಡುತ್ತಿದ್ದಾರೆ ಎಂದು ಸುತ್ತೂರು ಶ್ರೀಗಳು ಹೇಳಿದರು. ನ್ಯಾ.ಎಸ್.ಅಬ್ದುಲ್ ನಜೀರ್ ಅವರು ಬಾಲ್ಯದಲ್ಲಿ ಮಠದ ವಿದ್ಯಾರ್ಥಿನಿಲಯದಲ್ಲಿ ಇದ್ದು ವ್ಯಾಸಂಗ ಮಾಡಿದ್ದರು ಎಂಬ ಯೋಗಾಯೋಗವನ್ನು ಶ್ರೀಗಳು ಸ್ಮರಿಸಿದರು. ಈ ದಿನ ಮೇಲೆ ಭಗವಂತನ ಕೃಪೆಯಿದ್ದರೆ ಏನೆಲ್ಲಾ ಸಾಧ್ಯ ಎಂಬುದಕ್ಕೆ ನ್ಯಾ.ನಜೀರ್ ಉದಾಹರಣೆ. ಮಂಗಳೂರಿನ ಮೂಡುಬಿದಿರೆಯವರಾದ ಅವರು ಸಾಮಾನ್ಯ ಕುಟುಂಬದಿಂದ ಬಂದು ಸುಪ್ರೀಂಕೋರ್ಟ್ ನ್ಯಾಯಮೂರ್ತಿ, ರಾಜ್ಯಪಾಲ ಹುದ್ದೆಗೆ ಏರಿದ್ದಾರೆ. ವಿದ್ಯಾರ್ಥಿಗಳು ಅವರ ಜೀವನವನ್ನು ಆದರ್ಶವಾಗಿ ತೆಗೆದುಕೊಳ್ಳಬೇಕು. ಸಮಾಜದ ಎಲ್ಲ ವರ್ಗದವರಿಗೂ ಶಿಕ್ಷಣ ದೊರೆಯಬೇಕೆಂಬುದು ಮಠದ ಉದ್ದೇಶ ಎಂದು ಶ್ರೀಗಳು ಅಭಿಪ್ರಾಯಪಟ್ಟರು.	[666, 965, 886, 1029]
official-portrait-image	[836, 480, 890, 542]
registration-dot	[464, 1394, 472, 1402]
basava-sub-right: ಜೆಎಸ್‌ಎಸ್ ಸ್ನಾತಕೋತ್ತರ ಪದವಿ ವಿದ್ಯಾರ್ಥಿನಿಲಯ ಉದ್ಘಾಟನೆ; ಸುತ್ತೂರು ಶ್ರೀಗಳ ಸೇವಾಕಾರ್ಯಕ್ಕೆ ಪ್ರಶಂಸೆ	[249, 923, 551, 933]
obituary-headline: ವನಜ ಪಂಡಿತ್ ಇನ್ನಿಲ್ಲ	[58, 103, 218, 128]
registration-dot	[70, 1394, 78, 1402]
inauguration-caption: ಮೈಸೂರಿನ ಜೆಎಸ್‌ಎಸ್ ಆಸ್ಪತ್ರೆ ಆವರಣದಲ್ಲಿ ಜೆಎಸ್‌ಎಸ್ ಸ್ನಾತಕೋತ್ತರ ಪದವಿ ವಿದ್ಯಾರ್ಥಿನಿಲಯದ ನೂತನ ಕಟ್ಟಡವನ್ನು ಆಂಧ್ರಪ್ರದೇಶದ ರಾಜ್ಯಪಾಲ ಹಾಗೂ ಸುಪ್ರೀಂಕೋರ್ಟ್ ನ್ಯಾಯಾಲಯದ ನಿವೃತ್ತ ನ್ಯಾಯಮೂರ್ತಿ ಎಸ್.ಅಬ್ದುಲ್ ನಜೀರ್ ಉದ್ಘಾಟಿಸಿದರು. ಈ ವೇಳೆ ಸುತ್ತೂರು ಮಠದ ಶ್ರೀ ಶಿವರಾತ್ರಿ ದೇಶಿಕೇಂದ್ರ ಮಹಾಸ್ವಾಮೀಜಿ, ಶಾಸಕ ಟಿ.ಎಸ್.ಶ್ರೀವತ್ಸ, ಕಾಂಗ್ರೆಸ್ ಮುಖಂಡ ಪ್ರದೀಪ್ ಕುಮಾರ್, ಜೆಎಸ್‌ಎಸ್ ಮಹಾವಿದ್ಯಾಪೀಠದ ಕಾರ್ಯದರ್ಶಿ ಮತ್ತಿತರರು ಇದ್ದರು.	[300, 1163, 654, 1188]
palace-crowd-photo	[298, 180, 592, 380]
health-headline-1: 67 ಆರೋಗ್ಯ ಕೇಂದ್ರಗಳಿಗೆ	[101, 507, 247, 527]
bus-photo	[420, 478, 772, 688]
column-divider-vertical	[292, 80, 293, 870]
obituary-body-right: ಮೈಸೂರಿನ ಜೆಎಸ್‌ಎಸ್ ಭಗತಕಾಲೋನಿಯಲ್ಲಿರುವ ವಿಶಾಲದ ನಿತ್ಯ ಮುಖ್ಯರಾಗಿ, ಪ್ರಾಥಮಿಕ ಆಗಿನ ದೇವಾನುಪ್ರ ಕಿಶೋರ ಬಿ. ಪಂಡಿತ್ ಅವರು ಗಣಿತ ಶಿಕ್ಷಕರಾಗಿ ಸೇವೆ ಸಲ್ಲಿಸುತ್ತಿದ್ದರು. ನಿತ್ಯ ಜೆಎಸ್‌ಎಸ್ ಪ್ರಾಥಮಿಕ ಶಾಲೆ, ಬಂಟ್ವಾಳ ಮಹಾತ್ಮ ಶೆಟ್ಟಿ ಪ್ರೌಢಶಾಲೆ, ಬಿಬ್ಬಿಸ್ಥಳದ ಬಳಿ ಸಮಾಜ ಕಾಲೇಜು, ಕೆ.ಆರ್.ನಗರ ಮತ್ತು ಕೆ.ಆರ್.ಪೇಟೆ ಕಾಲೇಜುಗಳು ಮತ್ತು ಜೆಎಸ್‌ಎಸ್ ಸಂಸ್ಥೆಗಳ ಅನೇಕ ಸಂಸ್ಥೆಗಳಲ್ಲಿ ಸೇವೆ ಸಲ್ಲಿಸಿದ್ದರು. ಮೂಲ ಶಿಕ್ಷಣ ಕ್ಷೇತ್ರದಲ್ಲಿ ಅಪಾರ ಕೊಡುಗೆ ನೀಡಿದ್ದರು. ಜೆಎಸ್‌ಎಸ್ ಶಿಕ್ಷಣ ಸಂಸ್ಥೆಗಳ ಅಭಿವೃದ್ಧಿಗೆ ಶ್ರಮಿಸಿದ ಅವರು 2003ರಲ್ಲಿ ಗೌರವ ಕಾರ್ಯದರ್ಶಿಯಾಗಿ ನೇಮಕಗೊಂಡಿದ್ದರು. ಮೃತರ ಅಂತ್ಯಕ್ರಿಯೆ ಗುರುವಾರ ಮಧ್ಯಾಹ್ನ ನಡೆಯಲಿದೆ.	[140, 134, 288, 226]
bribe-body-col2: ಮೈಸೂರು, ಅ.23(ಎಂಟಿ)– ಲಂಚ ಸ್ವೀಕರಿಸುತ್ತಿದ್ದ ವೇಳೆ ಗ್ರಾಮ ಪಂಚಾಯಿತಿ ಅಭಿವೃದ್ಧಿ ಅಧಿಕಾರಿ (ಪಿಡಿಒ) ಲೋಕಾಯುಕ್ತ ಪೊಲೀಸರ ಬಲೆಗೆ ಬಿದ್ದಿದ್ದಾರೆ. ಹುಣಸೂರು ತಾಲೂಕಿನ ಗ್ರಾಮ ಪಂಚಾಯಿತಿ ಪಿಡಿಒ ಅವರು ಖಾತೆ ಬದಲಾವಣೆಗಾಗಿ 50 ಸಾವಿರ ರೂ. ಲಂಚಕ್ಕೆ ಬೇಡಿಕೆ ಇಟ್ಟಿದ್ದರು. ದೂರುದಾರರಿಂದ 25 ಸಾವಿರ ರೂ. ಲಂಚ ಪಡೆಯುವಾಗ ಲೋಕಾಯುಕ್ತ ಪೊಲೀಸರು ದಾಳಿ ನಡೆಸಿ ವಶಕ್ಕೆ ಪಡೆದರು. ಲೋಕಾಯುಕ್ತ ಎಸ್ಪಿ ಅವರ ಮಾರ್ಗದರ್ಶನದಲ್ಲಿ ಡಿವೈಎಸ್ಪಿ ನೇತೃತ್ವದ ತಂಡ ಕಾರ್ಯಾಚರಣೆ ನಡೆಸಿತು. ಆರೋಪಿಯನ್ನು ವಿಚಾರಣೆಗೆ ಒಳಪಡಿಸಲಾಗಿದ್ದು, ಪ್ರಕರಣ ದಾಖಲಿಸಿಕೊಳ್ಳಲಾಗಿದೆ.	[446, 764, 590, 847]
sub-bullet-icon: ■	[237, 923, 246, 933]
operation-photo	[610, 796, 678, 866]
page-date: ಗುರುವಾರ 24 ಅಕ್ಟೋಬರ್ 2024	[746, 57, 892, 71]
registration-marks-right	[848, 1394, 892, 1402]
quote-divider	[776, 562, 890, 563]
health-photo	[60, 566, 288, 708]
basava-headline-red: ಸಮಾಜದಲ್ಲಿ ಪೊಲೀಸ್ ಠಾಣೆ, ನ್ಯಾಯಾಲಯಗಳು ಬೇಕಿಲ್ಲ...	[426, 880, 830, 904]
basava-body-col2: ಸುತ್ತೂರು ಶ್ರೀಗಳ ನೇತೃತ್ವದಲ್ಲಿ ಜೆಎಸ್‌ಎಸ್ ಸಂಸ್ಥೆಗಳು ಬಡವರಿಗೆ ಉಚಿತ ಶಿಕ್ಷಣ, ವಸತಿ, ದಾಸೋಹ ಕಲ್ಪಿಸುತ್ತಿವೆ. ದೇಶದ ವಿವಿಧ ರಾಜ್ಯಗಳಲ್ಲಿ ಹಾಗೂ ವಿದೇಶಗಳಲ್ಲಿಯೂ ಶಿಕ್ಷಣ ಸಂಸ್ಥೆಗಳನ್ನು ಸ್ಥಾಪಿಸಿ ಗುಣಮಟ್ಟದ ಶಿಕ್ಷಣ ನೀಡುತ್ತಿವೆ. ವೈದ್ಯಕೀಯ ಕ್ಷೇತ್ರದಲ್ಲಿ ಜೆಎಸ್‌ಎಸ್ ಆಸ್ಪತ್ರೆ ಸಾರ್ವಜನಿಕರಿಗೆ ಕಡಿಮೆ ದರದಲ್ಲಿ ಉತ್ತಮ ಚಿಕಿತ್ಸೆ ನೀಡುತ್ತಿದೆ. ಇಂತಹ ಸಂಸ್ಥೆಗಳು ದೇಶಕ್ಕೆ ಮಾದರಿಯಾಗಿವೆ ಎಂದು ಹೇಳಿದರು. ಸಾನ್ನಿಧ್ಯ ವಹಿಸಿದ್ದ ಸುತ್ತೂರು ಶ್ರೀ ಶಿವರಾತ್ರಿ ದೇಶಿಕೇಂದ್ರ ಮಹಾಸ್ವಾಮೀಜಿ ಆಶೀರ್ವಚನ ನೀಡಿದರು. ಜೆಎಸ್‌ಎಸ್ ಉನ್ನತ ಶಿಕ್ಷಣ ಮತ್ತು ಸಂಶೋಧನಾ ಅಕಾಡೆಮಿ ಕುಲಾಧಿಪತಿ ಡಾ.ಬಿ.ಸುರೇಶ್, ಕುಲಪತಿ ಡಾ.ಎಚ್.ಬಸವನಗೌಡಪ್ಪ ಮತ್ತಿತರರು ಉಪಸ್ಥಿತರಿದ್ದರು.	[180, 942, 294, 1053]
